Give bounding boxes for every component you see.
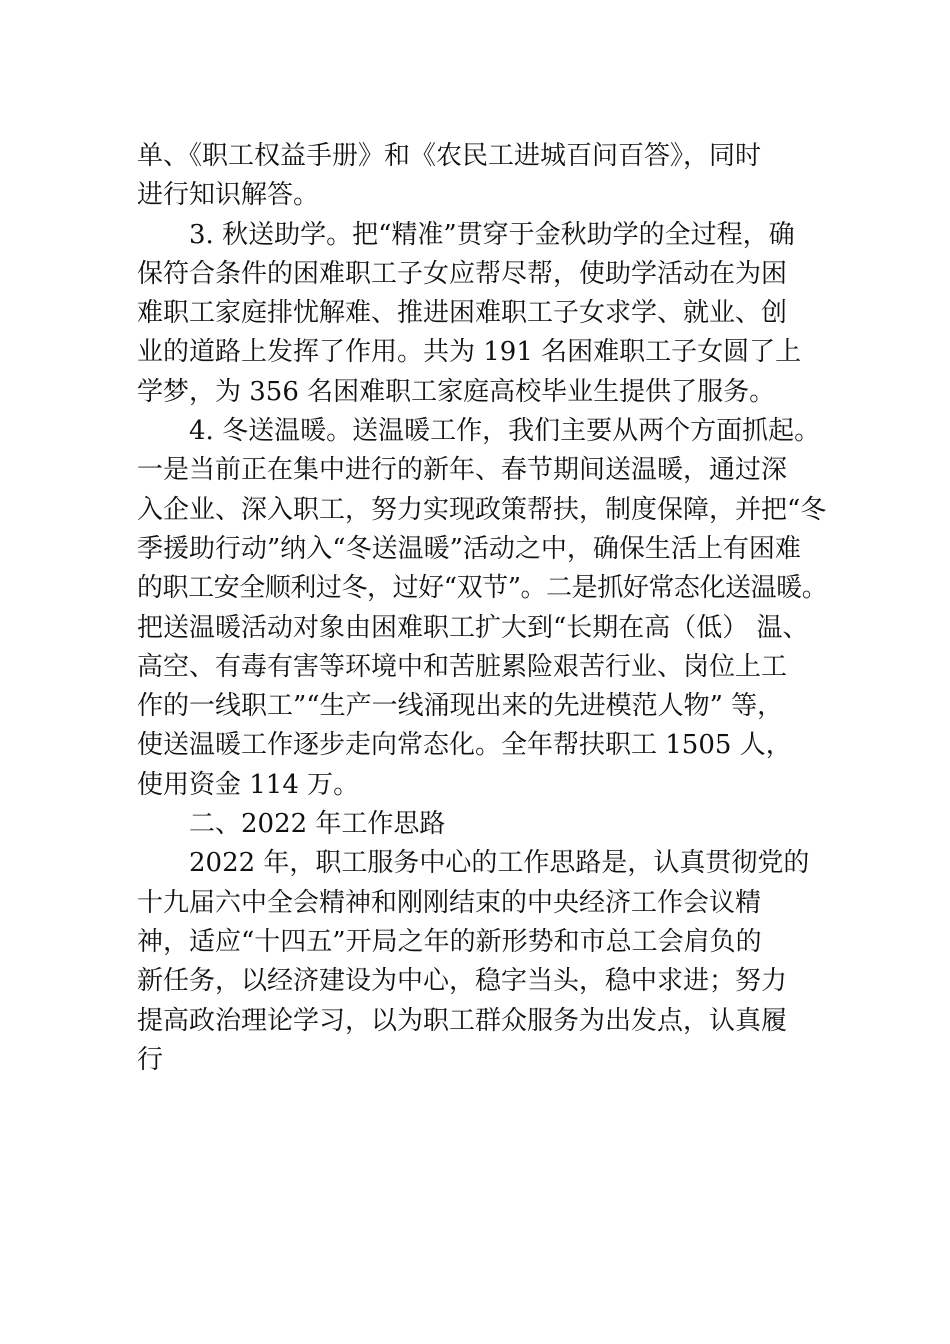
text-line: 新任务，以经济建设为中心，稳字当头，稳中求进；努力 (137, 966, 788, 997)
text-line: 单、《职工权益手册》和《农民工进城百问百答》，同时 (137, 141, 762, 171)
text-line: 使送温暖工作逐步走向常态化。全年帮扶职工 1505 人， (137, 730, 792, 761)
text-line: 学梦，为 356 名困难职工家庭高校毕业生提供了服务。 (137, 376, 776, 407)
text-line: 提高政治理论学习，以为职工群众服务为出发点，认真履 (137, 1005, 788, 1036)
text-line: 的职工安全顺利过冬，过好“双节”。二是抓好常态化送温暖。 (137, 573, 828, 604)
text-line: 把送温暖活动对象由困难职工扩大到“长期在高（低） 温、 (137, 612, 809, 643)
text-line: 高空、有毒有害等环境中和苦脏累险艰苦行业、岗位上工 (137, 651, 788, 682)
text-line: 业的道路上发挥了作用。共为 191 名困难职工子女圆了上 (137, 337, 802, 368)
text-line: 使用资金 114 万。 (137, 769, 360, 800)
text-line: 难职工家庭排忧解难、推进困难职工子女求学、就业、创 (137, 298, 788, 329)
section-heading: 二、2022 年工作思路 (189, 809, 446, 840)
text-line: 2022 年，职工服务中心的工作思路是，认真贯彻党的 (189, 848, 810, 879)
text-line: 4. 冬送温暖。送温暖工作，我们主要从两个方面抓起。 (189, 416, 821, 447)
text-line: 季援助行动”纳入“冬送温暖”活动之中，确保生活上有困难 (137, 533, 801, 564)
body-text (137, 137, 827, 1080)
text-line: 入企业、深入职工，努力实现政策帮扶，制度保障，并把“冬 (137, 494, 827, 525)
text-line: 保符合条件的困难职工子女应帮尽帮，使助学活动在为困 (137, 258, 788, 289)
text-line: 十九届六中全会精神和刚刚结束的中央经济工作会议精 (137, 887, 762, 918)
text-line: 一是当前正在集中进行的新年、春节期间送温暖，通过深 (137, 455, 788, 486)
text-line: 行 (137, 1044, 164, 1075)
text-line: 进行知识解答。 (137, 180, 320, 211)
text-line: 作的一线职工”“生产一线涌现出来的先进模范人物” 等， (137, 691, 784, 722)
text-line: 神，适应“十四五”开局之年的新形势和市总工会肩负的 (137, 926, 762, 957)
text-line: 3. 秋送助学。把“精准”贯穿于金秋助学的全过程，确 (189, 219, 795, 250)
